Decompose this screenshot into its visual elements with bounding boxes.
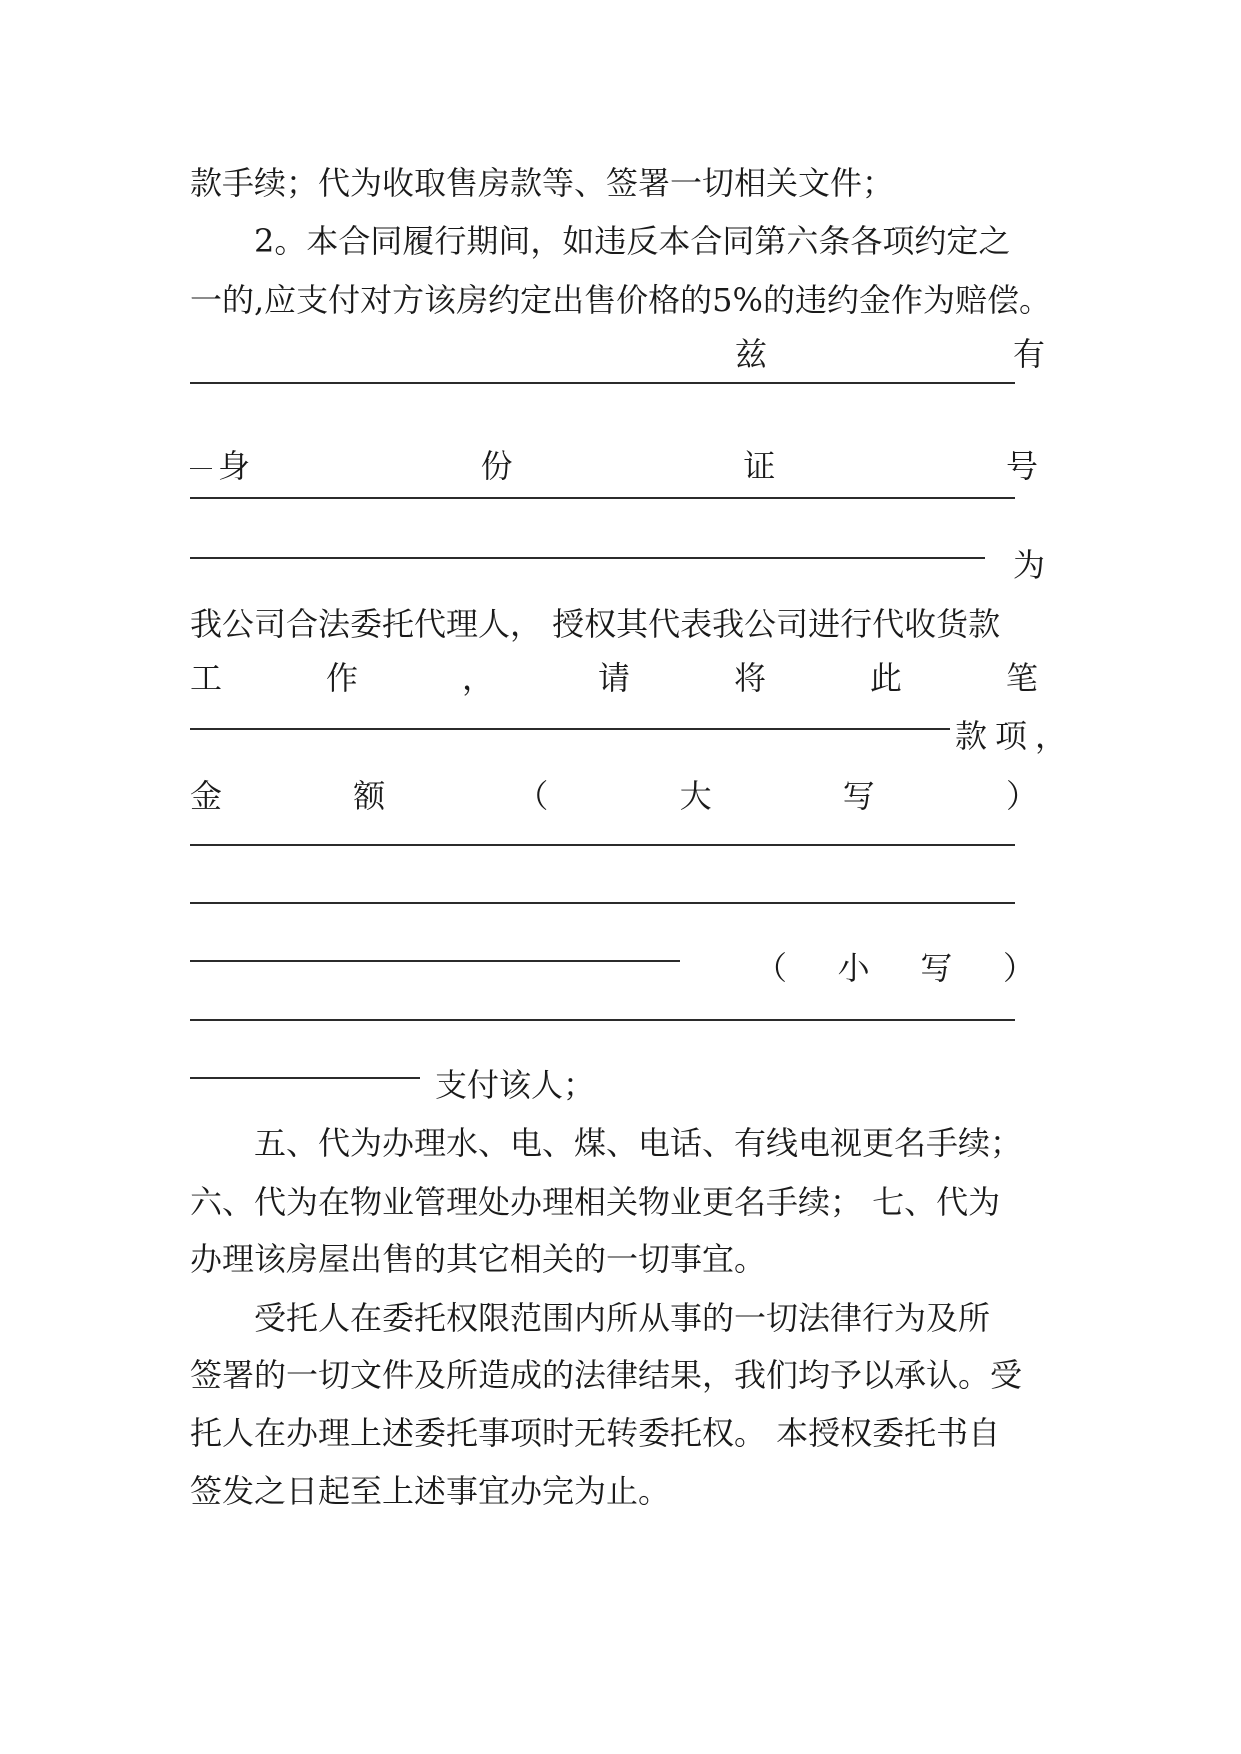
text-char: （ bbox=[755, 949, 788, 987]
blank-underline bbox=[190, 844, 1015, 846]
text-char: 写 bbox=[842, 777, 875, 815]
text-char: 将 bbox=[733, 659, 766, 697]
text-char: 身 bbox=[190, 446, 250, 486]
text-char: ， bbox=[1034, 717, 1067, 755]
text-char: 工 bbox=[190, 659, 223, 697]
blank-underline bbox=[190, 960, 680, 962]
text-char: 请 bbox=[597, 659, 630, 697]
text-char: 有 bbox=[1012, 335, 1045, 373]
text-char: 作 bbox=[325, 659, 358, 697]
liability-paragraph-line-2: 签署的一切文件及所造成的法律结果，我们均予以承认。受 bbox=[190, 1356, 1023, 1394]
text-char: （ bbox=[516, 777, 549, 815]
clause-2-line-1: 2。本合同履行期间，如违反本合同第六条各项约定之 bbox=[254, 222, 1011, 260]
item-5-line: 五、代为办理水、电、煤、电话、有线电视更名手续； bbox=[254, 1124, 1023, 1162]
item-6-7-line: 六、代为在物业管理处办理相关物业更名手续； 七、代为 bbox=[190, 1183, 1001, 1221]
text-char: ， bbox=[461, 659, 494, 697]
text-char: 兹 bbox=[735, 335, 768, 373]
amount-lowercase-label bbox=[755, 948, 1035, 988]
blank-underline bbox=[190, 728, 950, 730]
text-char: ） bbox=[1002, 949, 1035, 987]
text-char: 款 bbox=[955, 717, 988, 755]
blank-underline bbox=[190, 902, 1015, 904]
text-char: 份 bbox=[480, 447, 513, 485]
text-char: 额 bbox=[353, 777, 386, 815]
text-char: 大 bbox=[679, 777, 712, 815]
blank-underline bbox=[190, 1077, 420, 1079]
text-char: 号 bbox=[1005, 447, 1038, 485]
text-char: 项 bbox=[994, 717, 1027, 755]
liability-paragraph-line-3: 托人在办理上述委托事项时无转委托权。 本授权委托书自 bbox=[190, 1414, 1001, 1452]
amount-uppercase-line bbox=[190, 776, 1038, 816]
text-line: 我公司合法委托代理人， 授权其代表我公司进行代收货款 bbox=[190, 605, 1001, 643]
payment-item-label bbox=[955, 716, 1067, 756]
blank-dash bbox=[190, 468, 212, 470]
text-char: 此 bbox=[869, 659, 902, 697]
text-char: 证 bbox=[743, 447, 776, 485]
text-char: ） bbox=[1005, 777, 1038, 815]
blank-underline bbox=[190, 497, 1015, 499]
text-line: 款手续；代为收取售房款等、签署一切相关文件； bbox=[190, 164, 895, 202]
spread-text-line bbox=[190, 658, 1038, 698]
blank-underline bbox=[190, 382, 1015, 384]
text-char: 笔 bbox=[1005, 659, 1038, 697]
liability-paragraph-line-4: 签发之日起至上述事宜办完为止。 bbox=[190, 1472, 671, 1510]
grantor-line bbox=[735, 334, 1045, 374]
text-char: 金 bbox=[190, 777, 223, 815]
text-char: 小 bbox=[837, 949, 870, 987]
id-number-line bbox=[190, 446, 1038, 486]
text-line: 支付该人； bbox=[435, 1066, 596, 1104]
item-7-line: 办理该房屋出售的其它相关的一切事宜。 bbox=[190, 1240, 767, 1278]
text-char: 写 bbox=[920, 949, 953, 987]
blank-underline bbox=[190, 557, 985, 559]
text-char: 为 bbox=[1013, 546, 1046, 584]
blank-underline bbox=[190, 1019, 1015, 1021]
clause-2-line-2: 一的,应支付对方该房约定出售价格的5%的违约金作为赔偿。 bbox=[190, 281, 1051, 319]
liability-paragraph-line-1: 受托人在委托权限范围内所从事的一切法律行为及所 bbox=[254, 1299, 991, 1337]
